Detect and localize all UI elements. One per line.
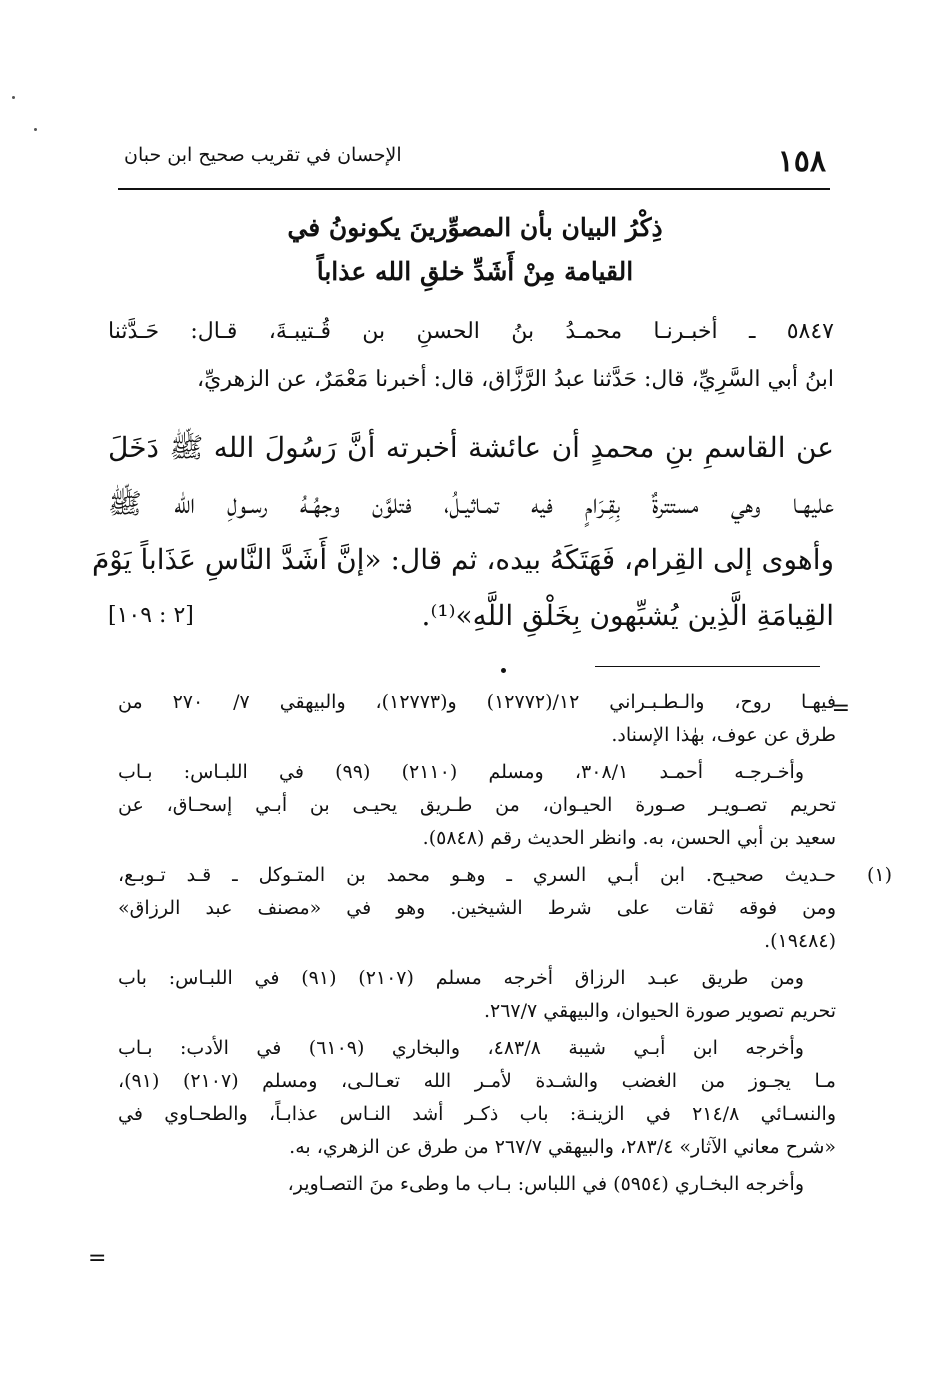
scan-speck (34, 128, 37, 131)
footnote-line: ومن فوقه ثقات على شرط الشيخين. وهو في «مصنف عبد الرزاق» (118, 897, 836, 919)
hadith-reference: [٢ : ١٠٩] (108, 603, 194, 628)
footnote-line: فيهـا روح، والـطـبـراني ١٢/(١٢٧٧٢) و(١٢٧٧٣)، والبيهقي ٧/ ٢٧٠ من (118, 691, 836, 713)
footnote-line: وأخرجه البخـاري (٥٩٥٤) في اللباس: بـاب ما وطىء منَ التصـاوير، (287, 1173, 804, 1195)
running-head (112, 138, 832, 184)
isnad-line: ٥٨٤٧ ـ أخبـرنـا محمـدُ بنُ الحسنِ بن قُـتيبـةَ، قـال: حَـدَّثنا (108, 319, 834, 344)
footnote-line: طرق عن عوف، بهٰذا الإسناد. (611, 724, 836, 746)
hadith-isnad (108, 308, 834, 404)
footnote-paragraph (118, 1032, 836, 1164)
footnote-line: ومن طريق عبـد الرزاق أخرجه مسلم (٢١٠٧) (٩١) في اللبـاس: باب (118, 967, 804, 989)
header-rule (118, 188, 830, 190)
matn-line: عليهـا وهي مستترةٌ بِقِـرَامٍ فيه تمـاثيـلُ، فتلوَّن وجهُـهُ رسـولِ الله ﷺ (108, 487, 834, 520)
isnad-line: ابنُ أبي السَّرِيِّ، قال: حَدَّثنا عبدُ الرَّزَّاق، قال: أخبرنا مَعْمَرٌ، عن الزهريِّ، (197, 367, 834, 392)
footnote-line: والنسـائي ٢١٤/٨ في الزينـة: باب ذكـر أشد النـاس عذابـاً، والطحـاوي في (118, 1103, 836, 1125)
footnote-line: وأخرجه ابن أبـي شيبة ٤٨٣/٨، والبخاري (٦١٠٩) في الأدب: بـاب (118, 1037, 804, 1059)
footnote-number: (١) (866, 864, 892, 886)
chapter-heading-line: القيامة مِنْ أَشَدِّ خلقِ الله عذاباً (316, 257, 634, 286)
footnote-paragraph (118, 686, 836, 752)
footnote-line: تحريم تصوير صورة الحيوان، والبيهقي ٢٦٧/٧. (483, 1000, 836, 1022)
footnote-paragraph (118, 1168, 836, 1201)
chapter-heading (200, 206, 750, 294)
chapter-heading-line: ذِكْرُ البيان بأن المصوِّرينَ يكونونُ في (287, 213, 663, 242)
running-title: الإحسان في تقريب صحيح ابن حبان (124, 144, 402, 166)
scan-speck (501, 668, 506, 673)
footnote-line: «شرح معاني الآثار» ٢٨٣/٤، والبيهقي ٢٦٧/٧ من طرق عن الزهري، به. (289, 1136, 836, 1158)
continuation-marker-top: = (831, 696, 850, 721)
scan-speck (12, 96, 15, 99)
footnote-paragraph (118, 962, 836, 1028)
footnote-line: تحريم تصـويـر صـورة الحيـوان، من طـريق يحيـى بن أبـي إسحـاق، عن (118, 794, 836, 816)
matn-line: عن القاسمِ بنِ محمدٍ أن عائشة أخبرته أنَّ رَسُولَ الله ﷺ دَخَلَ (108, 431, 834, 464)
matn-line-final (108, 588, 834, 644)
footnote-paragraph (118, 756, 836, 855)
matn-line: وأهوى إلى القِرام، فَهَتَكَهُ بيده، ثم قال: «إنَّ أَشَدَّ النَّاسِ عَذَاباً يَوْمَ (91, 543, 834, 576)
continuation-marker-bottom: = (88, 1246, 107, 1271)
hadith-matn (91, 420, 834, 644)
footnote-line: حـديث صحيـح. ابن أبـي السري ـ وهـو محمد بن المتـوكل ـ قـد تـوبـع، (118, 864, 836, 886)
footnote-line: (١٩٤٨٤). (764, 930, 836, 952)
matn-line: القِيامَةِ الَّذِين يُشبِّهون بِخَلْقِ اللَّهِ»⁽¹⁾. (421, 599, 834, 632)
footnote-1 (118, 859, 892, 958)
footnote-line: وأخـرجـه أحمـد ٣٠٨/١، ومسلم (٢١١٠) (٩٩) في اللبـاس: بـاب (118, 761, 804, 783)
footnotes (118, 686, 892, 1205)
page-number: ١٥٨ (777, 144, 826, 179)
footnote-line: مـا يجـوز من الغضب والشـدة لأمـر الله تعـالـى، ومسلم (٢١٠٧) (٩١)، (118, 1070, 836, 1092)
footnote-line: سعيد بن أبي الحسن، به. وانظر الحديث رقم (٥٨٤٨). (422, 827, 836, 849)
footnote-separator (595, 666, 820, 667)
